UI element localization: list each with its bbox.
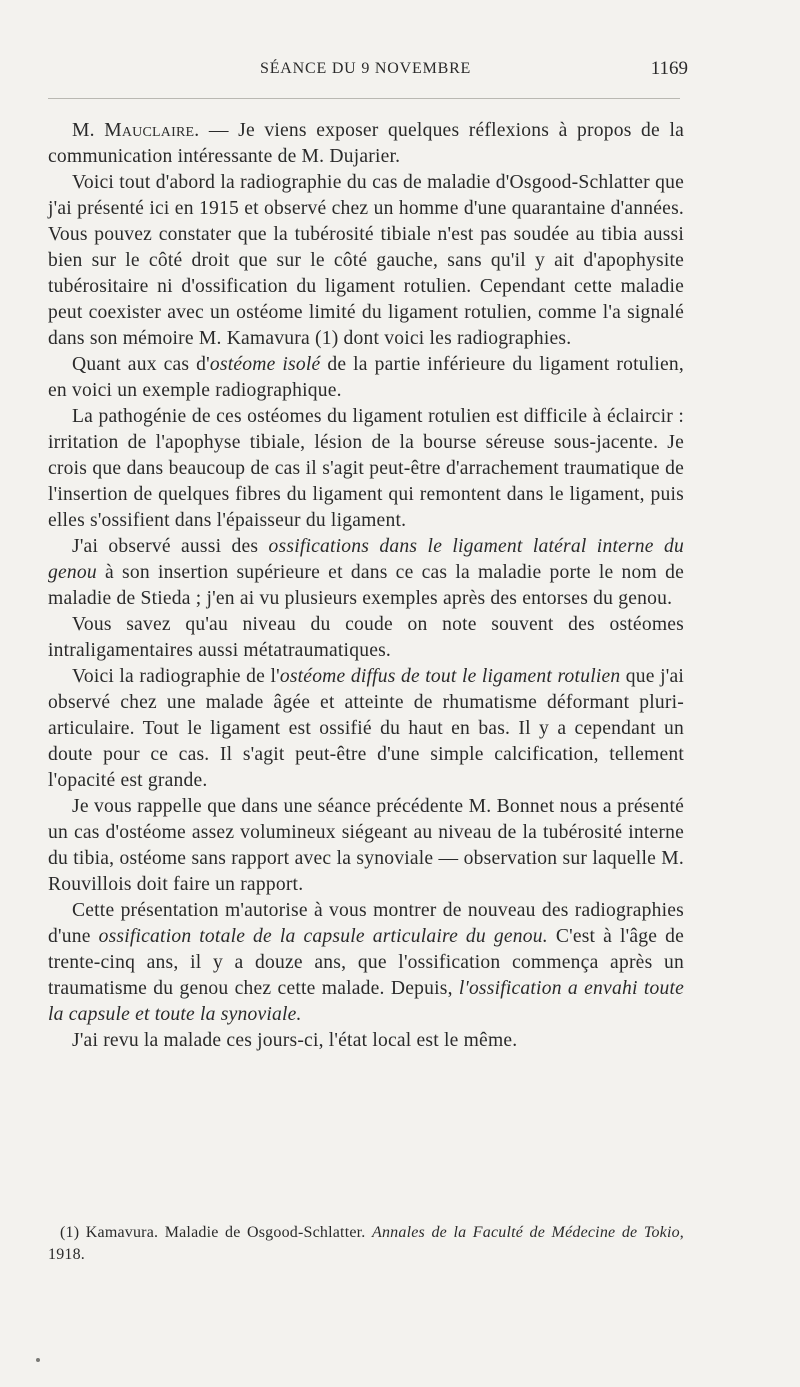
italic-term: ostéome diffus de tout le ligament rotulien <box>279 666 621 687</box>
speaker-prefix: M. <box>72 120 105 141</box>
footnote-journal: Annales de la Faculté de Médecine de Tokio <box>372 1224 680 1241</box>
paragraph-text: de la partie inférieure du ligament rotulien, en voici un exemple radiographique. <box>48 354 684 401</box>
paragraph-text: La pathogénie de ces ostéomes du ligament rotulien est difficile à éclaircir : irritation de l'apophyse tibiale, lésion de la bourse séreuse sous-jacente. Je crois que dans beaucoup de cas il s'agit peut-être d'arrachement traumatique de l'insertion de quelques fibres du ligament qui remontent dans le ligament, puis elles s'ossifient dans l'épaisseur du ligament. <box>48 406 684 531</box>
footnote-marker: (1) <box>60 1224 80 1241</box>
header-rule <box>48 98 680 99</box>
paragraph-text: Cette présentation m'autorise à vous montrer de nouveau des radiographies d'une <box>48 900 684 947</box>
paragraph-9 <box>48 898 684 1028</box>
page-number: 1169 <box>650 58 688 79</box>
footnote-year: , 1918. <box>48 1224 684 1263</box>
article-body <box>48 118 684 1054</box>
italic-term: ossification totale de la capsule articulaire du genou. <box>98 926 548 947</box>
paragraph-text: Quant aux cas d' <box>72 354 210 375</box>
paragraph-text: que j'ai observé chez une malade âgée et atteinte de rhumatisme déformant pluri-articulaire. Tout le ligament est ossifié du haut en bas. Il y a cependant un doute pour ce cas. Il s'agit peut-être d'une simple calcification, tellement l'opacité est grande. <box>48 666 684 791</box>
italic-term: l'ossification a envahi toute la capsule et toute la synoviale. <box>48 978 684 1025</box>
paragraph-text: J'ai observé aussi des <box>72 536 269 557</box>
paragraph-1 <box>48 118 684 170</box>
paragraph-text: Voici la radiographie de l' <box>72 666 280 687</box>
paragraph-10 <box>48 1028 684 1054</box>
running-head <box>48 60 688 84</box>
paragraph-text: — Je viens exposer quelques réflexions à propos de la communication intéressante de M. Dujarier. <box>48 120 684 167</box>
paragraph-3 <box>48 352 684 404</box>
paper-speck <box>36 1358 40 1362</box>
paragraph-6 <box>48 612 684 664</box>
footnote-text <box>48 1222 684 1266</box>
footnote-author: Kamavura. Maladie de Osgood-Schlatter. <box>79 1224 372 1241</box>
italic-term: ossifications dans le ligament latéral interne du genou <box>48 536 684 583</box>
paragraph-text: Je vous rappelle que dans une séance précédente M. Bonnet nous a présenté un cas d'ostéome assez volumineux siégeant au niveau de la tubérosité interne du tibia, ostéome sans rapport avec la synoviale — observation sur laquelle M. Rouvillois doit faire un rapport. <box>48 796 684 895</box>
paragraph-2 <box>48 170 684 352</box>
paragraph-4 <box>48 404 684 534</box>
paragraph-7 <box>48 664 684 794</box>
paragraph-text: à son insertion supérieure et dans ce cas la maladie porte le nom de maladie de Stieda ; j'en ai vu plusieurs exemples après des entorses du genou. <box>48 562 684 609</box>
paragraph-text: Vous savez qu'au niveau du coude on note souvent des ostéomes intraligamentaires aussi métatraumatiques. <box>48 614 684 661</box>
paragraph-8 <box>48 794 684 898</box>
running-title: SÉANCE DU 9 NOVEMBRE <box>260 60 472 77</box>
italic-term: ostéome isolé <box>209 354 321 375</box>
speaker-name: Mauclaire. <box>104 120 200 141</box>
paragraph-5 <box>48 534 684 612</box>
footnote <box>48 1222 684 1266</box>
paragraph-text: J'ai revu la malade ces jours-ci, l'état local est le même. <box>72 1030 518 1051</box>
paragraph-text: Voici tout d'abord la radiographie du cas de maladie d'Osgood-Schlatter que j'ai présenté ici en 1915 et observé chez un homme d'une quarantaine d'années. Vous pouvez constater que la tubérosité tibiale n'est pas soudée au tibia aussi bien sur le côté droit que sur le côté gauche, sans qu'il y ait d'apophysite tubérositaire ni d'ossification du ligament rotulien. Cependant cette maladie peut coexister avec un ostéome limité du ligament rotulien, comme l'a signalé dans son mémoire M. Kamavura (1) dont voici les radiographies. <box>48 172 684 349</box>
paragraph-text: C'est à l'âge de trente-cinq ans, il y a douze ans, que l'ossification commença après un traumatisme du genou chez cette malade. Depuis, <box>48 926 685 999</box>
